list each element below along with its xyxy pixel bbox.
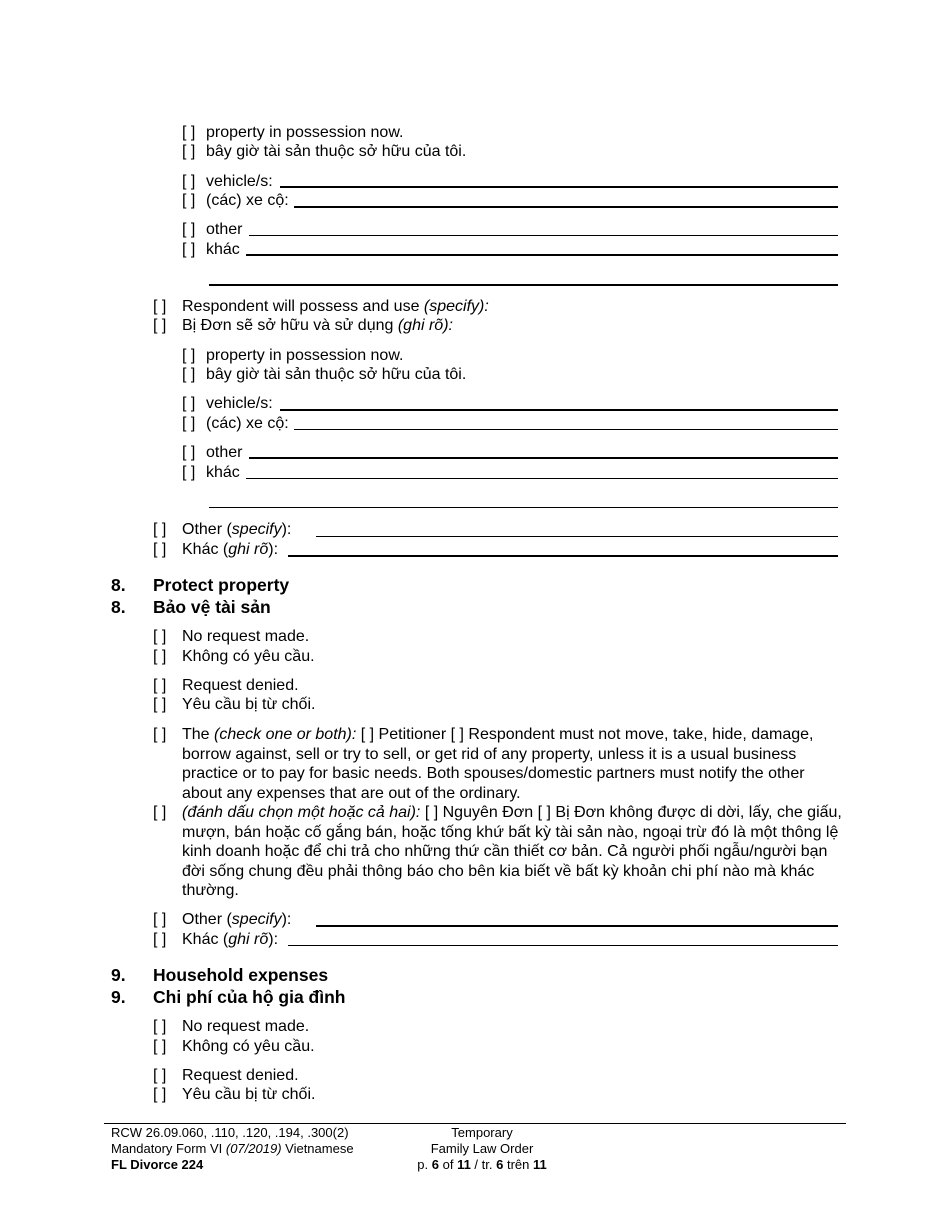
other-specify-field-vi[interactable] <box>288 555 838 557</box>
checkbox[interactable]: [ ] <box>182 395 196 412</box>
other-specify-label: Other (specify): <box>182 911 292 928</box>
request-denied-label: Request denied. <box>182 1067 299 1084</box>
checkbox[interactable]: [ ] <box>153 1086 167 1103</box>
other-field-vi[interactable] <box>246 254 838 256</box>
no-request-label-vi: Không có yêu cầu. <box>182 1038 315 1055</box>
checkbox[interactable]: [ ] <box>360 726 375 743</box>
section-title: Protect property <box>153 575 290 595</box>
other-field-extra[interactable] <box>209 284 838 286</box>
property-in-possession-label: property in possession now. <box>206 347 404 364</box>
property-in-possession-label-vi: bây giờ tài sản thuộc sở hữu của tôi. <box>206 143 467 160</box>
no-request-label: No request made. <box>182 628 310 645</box>
vehicles-label-vi: (các) xe cộ: <box>206 192 289 209</box>
no-request-label-vi: Không có yêu cầu. <box>182 648 315 665</box>
checkbox[interactable]: [ ] <box>153 298 167 315</box>
checkbox[interactable]: [ ] <box>182 241 196 258</box>
other-specify-field[interactable] <box>316 925 838 927</box>
checkbox[interactable]: [ ] <box>182 366 196 383</box>
request-denied-label-vi: Yêu cầu bị từ chối. <box>182 696 316 713</box>
checkbox[interactable]: [ ] <box>450 726 464 743</box>
other-specify-label-vi: Khác (ghi rõ): <box>182 931 279 948</box>
checkbox[interactable]: [ ] <box>153 541 167 558</box>
other-field-extra[interactable] <box>209 507 838 508</box>
footer-page-number: p. 6 of 11 / tr. 6 trên 11 <box>417 1157 547 1172</box>
checkbox[interactable]: [ ] <box>153 317 167 334</box>
other-label: other <box>206 444 243 461</box>
other-label-vi: khác <box>206 241 240 258</box>
other-specify-field[interactable] <box>316 536 838 537</box>
checkbox[interactable]: [ ] <box>153 1067 167 1084</box>
request-denied-label: Request denied. <box>182 677 299 694</box>
checkbox[interactable]: [ ] <box>153 726 167 743</box>
footer-rcw: RCW 26.09.060, .110, .120, .194, .300(2) <box>111 1125 349 1140</box>
checkbox[interactable]: [ ] <box>424 804 439 821</box>
vehicles-field[interactable] <box>280 186 838 188</box>
checkbox[interactable]: [ ] <box>182 192 196 209</box>
checkbox[interactable]: [ ] <box>153 911 167 928</box>
section-number: 9. <box>111 965 126 985</box>
other-specify-label: Other (specify): <box>182 521 292 538</box>
vehicles-field[interactable] <box>280 409 838 411</box>
checkbox[interactable]: [ ] <box>153 677 167 694</box>
other-specify-field-vi[interactable] <box>288 945 838 946</box>
checkbox[interactable]: [ ] <box>153 521 167 538</box>
footer-title: Temporary <box>451 1125 513 1140</box>
protect-order-text-vi: (đánh dấu chọn một hoặc cả hai): [ ] Nguyên Đơn [ ] Bị Đơn không được di dời, lấy, che giấu, mượn, bán hoặc cố gắng bán, hoặc tống khứ bất kỳ tài sản nào, ngoại trừ đó là một thông lệ kinh doanh hoặc để chi trả cho những thứ cần thiết cơ bản. Cả người phối ngẫu/người bạn đời sống chung đều phải thông báo cho bên kia biết về bất kỳ khoản chi phí nào mà khác thường. <box>182 804 842 899</box>
other-field[interactable] <box>249 457 838 459</box>
checkbox[interactable]: [ ] <box>182 444 196 461</box>
other-label: other <box>206 221 243 238</box>
section-number: 9. <box>111 987 126 1007</box>
checkbox[interactable]: [ ] <box>182 464 196 481</box>
other-specify-label-vi: Khác (ghi rõ): <box>182 541 279 558</box>
section-title: Household expenses <box>153 965 329 985</box>
footer-title-2: Family Law Order <box>430 1141 534 1156</box>
checkbox[interactable]: [ ] <box>182 415 196 432</box>
respondent-possess-label-vi: Bị Đơn sẽ sở hữu và sử dụng (ghi rõ): <box>182 317 453 334</box>
vehicles-label-vi: (các) xe cộ: <box>206 415 289 432</box>
property-in-possession-label: property in possession now. <box>206 124 404 141</box>
checkbox[interactable]: [ ] <box>182 143 196 160</box>
checkbox[interactable]: [ ] <box>153 648 167 665</box>
request-denied-label-vi: Yêu cầu bị từ chối. <box>182 1086 316 1103</box>
checkbox[interactable]: [ ] <box>153 628 167 645</box>
other-field-vi[interactable] <box>246 478 838 479</box>
property-in-possession-label-vi: bây giờ tài sản thuộc sở hữu của tôi. <box>206 366 467 383</box>
section-title-vi: Chi phí của hộ gia đình <box>153 987 346 1007</box>
checkbox[interactable]: [ ] <box>182 347 196 364</box>
vehicles-label: vehicle/s: <box>206 173 273 190</box>
checkbox[interactable]: [ ] <box>153 931 167 948</box>
checkbox[interactable]: [ ] <box>182 173 196 190</box>
protect-order-text: The (check one or both): [ ] Petitioner [ ] Respondent must not move, take, hide, damage, borrow against, sell or try to sell, or get rid of any property, unless it is a usual business practice or to pay for basic needs. Both spouses/domestic partners must notify the other about any expenses that are out of the ordinary. <box>182 726 814 802</box>
checkbox[interactable]: [ ] <box>537 804 551 821</box>
other-label-vi: khác <box>206 464 240 481</box>
vehicles-field-vi[interactable] <box>294 206 838 208</box>
no-request-label: No request made. <box>182 1018 310 1035</box>
vehicles-field-vi[interactable] <box>294 429 838 430</box>
section-number: 8. <box>111 597 126 617</box>
checkbox[interactable]: [ ] <box>153 1038 167 1055</box>
footer-divider <box>104 1123 846 1124</box>
checkbox[interactable]: [ ] <box>153 1018 167 1035</box>
other-field[interactable] <box>249 235 838 236</box>
checkbox[interactable]: [ ] <box>182 221 196 238</box>
footer-form-version: Mandatory Form VI (07/2019) Vietnamese <box>111 1141 354 1156</box>
checkbox[interactable]: [ ] <box>153 696 167 713</box>
respondent-possess-label: Respondent will possess and use (specify): <box>182 298 489 315</box>
footer-form-id: FL Divorce 224 <box>111 1157 204 1172</box>
section-number: 8. <box>111 575 126 595</box>
section-title-vi: Bảo vệ tài sản <box>153 597 271 617</box>
vehicles-label: vehicle/s: <box>206 395 273 412</box>
checkbox[interactable]: [ ] <box>153 804 167 821</box>
checkbox[interactable]: [ ] <box>182 124 196 141</box>
